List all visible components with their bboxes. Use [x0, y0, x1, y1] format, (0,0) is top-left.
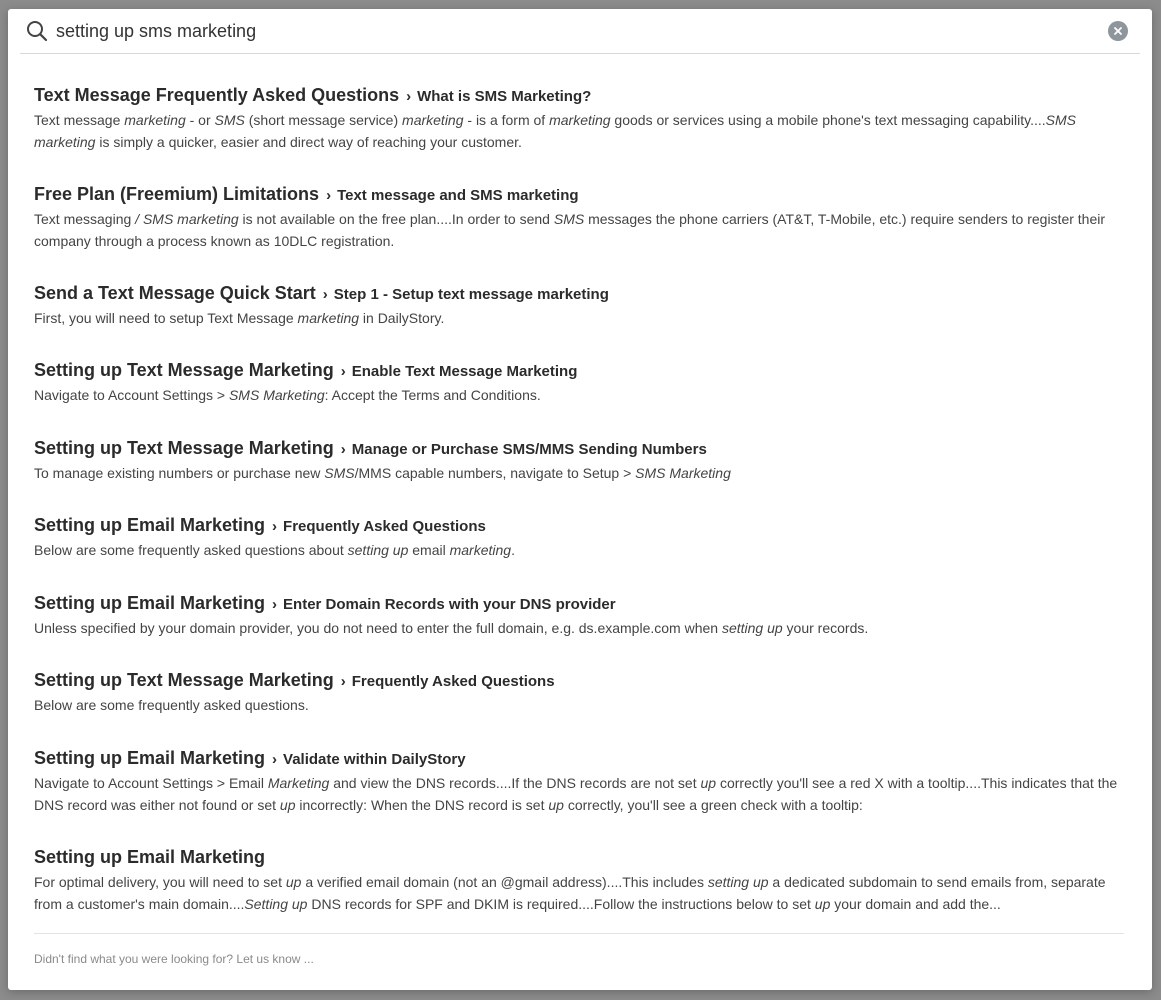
result-title	[34, 748, 1124, 769]
chevron-right-icon: ›	[272, 596, 278, 613]
snippet-text: and view the DNS records....If the DNS records are not set	[329, 775, 701, 791]
result-section-title: Frequently Asked Questions	[351, 673, 555, 690]
snippet-text: goods or services using a mobile phone's text messaging capability....	[610, 112, 1046, 128]
result-title	[34, 360, 1124, 381]
highlighted-term: up	[548, 797, 564, 813]
result-snippet	[34, 871, 1124, 915]
snippet-text: Text messaging	[34, 211, 136, 227]
search-result[interactable]	[34, 85, 1124, 153]
chevron-right-icon: ›	[340, 673, 346, 690]
search-modal	[8, 9, 1152, 990]
highlighted-term: setting up	[721, 620, 783, 636]
search-result[interactable]	[34, 515, 1124, 561]
snippet-text: correctly you'll see a red X with a tooltip....This indicates that the DNS record was either not found or set	[34, 775, 1118, 813]
search-result[interactable]	[34, 593, 1124, 639]
result-article-title: Setting up Email Marketing	[34, 748, 266, 768]
highlighted-term: marketing	[297, 310, 360, 326]
result-section-title: Manage or Purchase SMS/MMS Sending Numbers	[351, 441, 707, 458]
snippet-text: Below are some frequently asked questions.	[34, 697, 309, 713]
snippet-text: /MMS capable numbers, navigate to Setup >	[354, 465, 636, 481]
chevron-right-icon: ›	[272, 518, 278, 535]
highlighted-term: SMS Marketing	[228, 387, 325, 403]
chevron-right-icon: ›	[326, 187, 332, 204]
search-result[interactable]	[34, 438, 1124, 484]
snippet-text: First, you will need to setup Text Message	[34, 310, 298, 326]
highlighted-term: SMS	[214, 112, 245, 128]
snippet-text: incorrectly: When the DNS record is set	[295, 797, 549, 813]
result-snippet	[34, 617, 1124, 639]
snippet-text: Navigate to Account Settings >	[34, 387, 229, 403]
highlighted-term: SMS	[324, 465, 355, 481]
snippet-text: DNS records for SPF and DKIM is required....Follow the instructions below to set	[307, 896, 815, 912]
result-snippet	[34, 462, 1124, 484]
chevron-right-icon: ›	[322, 286, 328, 303]
search-result[interactable]	[34, 360, 1124, 406]
search-result[interactable]	[34, 748, 1124, 816]
snippet-text: a verified email domain (not an @gmail address)....This includes	[301, 874, 708, 890]
result-article-title: Send a Text Message Quick Start	[34, 283, 316, 303]
result-article-title: Setting up Text Message Marketing	[34, 360, 334, 380]
result-snippet	[34, 694, 1124, 716]
highlighted-term: setting up	[347, 542, 409, 558]
result-title	[34, 438, 1124, 459]
result-title	[34, 283, 1124, 304]
highlighted-term: marketing	[402, 112, 464, 128]
snippet-text: your domain and add the...	[830, 896, 1001, 912]
highlighted-term: marketing	[549, 112, 611, 128]
highlighted-term: SMS marketing	[34, 112, 1076, 150]
result-article-title: Setting up Email Marketing	[34, 515, 266, 535]
result-section-title: What is SMS Marketing?	[417, 88, 592, 105]
highlighted-term: Setting up	[244, 896, 308, 912]
highlighted-term: up	[285, 874, 302, 890]
result-article-title: Setting up Email Marketing	[34, 593, 266, 613]
chevron-right-icon: ›	[340, 441, 346, 458]
snippet-text: (short message service)	[244, 112, 403, 128]
chevron-right-icon: ›	[340, 363, 346, 380]
result-title	[34, 593, 1124, 614]
snippet-text: is not available on the free plan....In order to send	[238, 211, 554, 227]
snippet-text: - is a form of	[463, 112, 550, 128]
search-footer	[34, 933, 1124, 968]
result-snippet	[34, 208, 1124, 252]
result-section-title: Frequently Asked Questions	[283, 518, 486, 535]
result-section-title: Enter Domain Records with your DNS provider	[283, 596, 616, 613]
highlighted-term: SMS Marketing	[635, 465, 731, 481]
highlighted-term: marketing	[449, 542, 512, 558]
snippet-text: is simply a quicker, easier and direct way of reaching your customer.	[95, 134, 522, 150]
snippet-text: Text message	[34, 112, 125, 128]
result-snippet	[34, 772, 1124, 816]
snippet-text: For optimal delivery, you will need to set	[34, 874, 286, 890]
snippet-text: Navigate to Account Settings > Email	[34, 775, 268, 791]
highlighted-term: marketing	[124, 112, 186, 128]
search-result[interactable]	[34, 283, 1124, 329]
snippet-text: - or	[185, 112, 215, 128]
chevron-right-icon: ›	[406, 88, 412, 105]
highlighted-term: Marketing	[267, 775, 330, 791]
result-section-title: Text message and SMS marketing	[337, 187, 579, 204]
search-icon	[26, 20, 48, 42]
result-snippet	[34, 109, 1124, 153]
snippet-text: your records.	[782, 620, 869, 636]
snippet-text: Unless specified by your domain provider, you do not need to enter the full domain, e.g. ds.example.com when	[34, 620, 722, 636]
result-title	[34, 85, 1124, 106]
result-section-title: Validate within DailyStory	[283, 751, 466, 768]
clear-search-icon[interactable]	[1108, 21, 1128, 41]
snippet-text: messages the phone carriers (AT&T, T-Mobile, etc.) require senders to register their company through a process known as 10DLC registration.	[34, 211, 1106, 249]
snippet-text: To manage existing numbers or purchase new	[34, 465, 325, 481]
result-article-title: Free Plan (Freemium) Limitations	[34, 184, 320, 204]
result-section-title: Step 1 - Setup text message marketing	[333, 286, 609, 303]
highlighted-term: up	[700, 775, 717, 791]
snippet-text: correctly, you'll see a green check with a tooltip:	[563, 797, 863, 813]
result-article-title: Setting up Text Message Marketing	[34, 438, 334, 458]
search-result[interactable]	[34, 184, 1124, 252]
result-snippet	[34, 539, 1124, 561]
search-result[interactable]	[34, 847, 1124, 915]
highlighted-term: up	[814, 896, 831, 912]
search-result[interactable]	[34, 670, 1124, 716]
search-bar	[20, 9, 1140, 54]
chevron-right-icon: ›	[272, 751, 278, 768]
highlighted-term: up	[279, 797, 296, 813]
result-article-title: Text Message Frequently Asked Questions	[34, 85, 400, 105]
result-snippet	[34, 307, 1124, 329]
snippet-text: in DailyStory.	[359, 310, 445, 326]
feedback-link[interactable]: Didn't find what you were looking for? Let us know ...	[34, 952, 314, 966]
result-snippet	[34, 384, 1124, 406]
result-article-title: Setting up Email Marketing	[34, 847, 266, 867]
result-title	[34, 847, 1124, 868]
result-section-title: Enable Text Message Marketing	[351, 363, 578, 380]
result-article-title: Setting up Text Message Marketing	[34, 670, 334, 690]
snippet-text: : Accept the Terms and Conditions.	[324, 387, 541, 403]
snippet-text: .	[511, 542, 515, 558]
result-title	[34, 515, 1124, 536]
highlighted-term: SMS	[553, 211, 585, 227]
snippet-text: Below are some frequently asked questions about	[34, 542, 348, 558]
highlighted-term: / SMS marketing	[135, 211, 239, 227]
result-title	[34, 184, 1124, 205]
highlighted-term: setting up	[707, 874, 769, 890]
result-title	[34, 670, 1124, 691]
snippet-text: a dedicated subdomain to send emails from, separate from a customer's main domain....	[34, 874, 1106, 912]
snippet-text: email	[408, 542, 450, 558]
search-input[interactable]	[56, 16, 1108, 46]
